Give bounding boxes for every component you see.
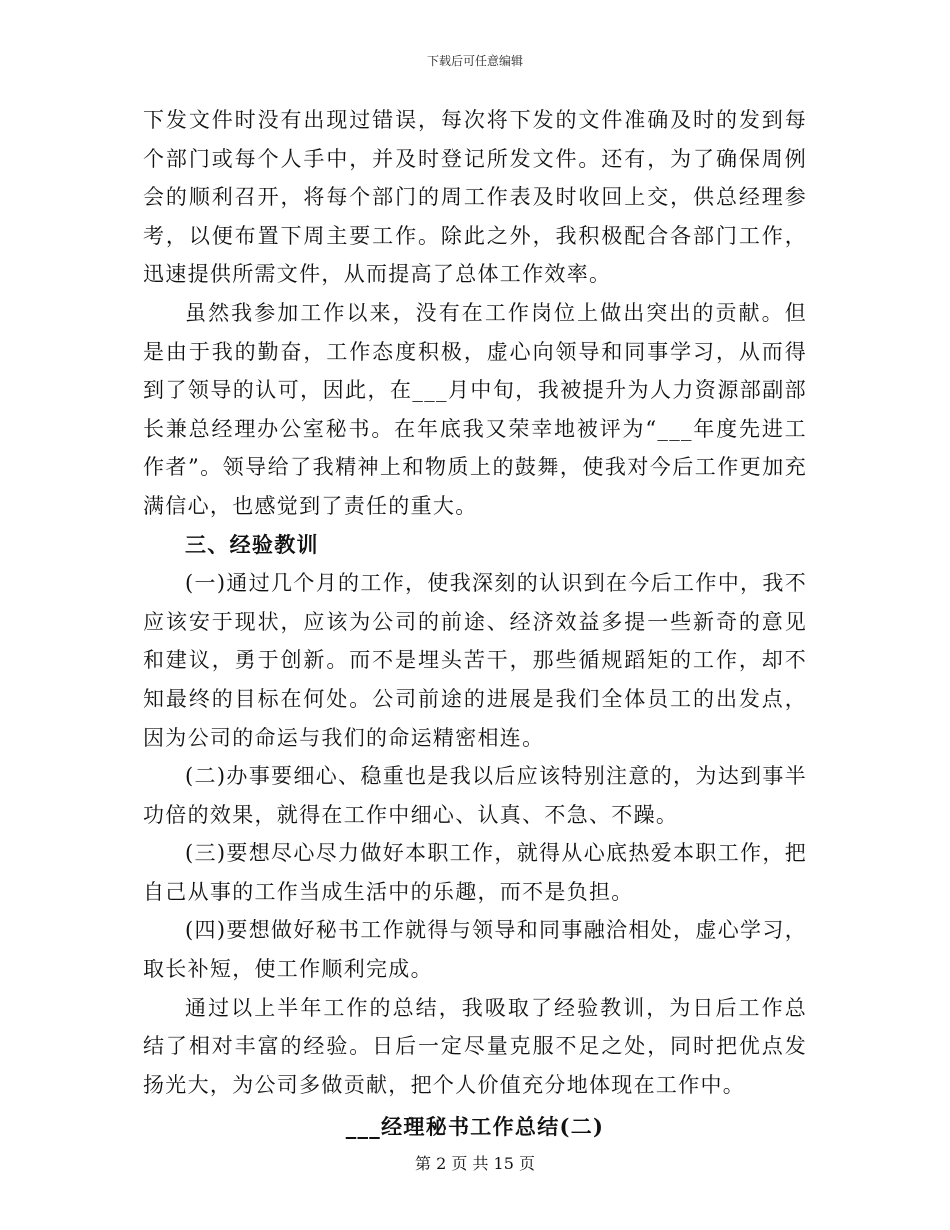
paragraph-lesson-2: (二)办事要细心、稳重也是我以后应该特别注意的，为达到事半功倍的效果，就得在工作中细心、认真、不急、不躁。 (143, 764, 807, 827)
paragraph-conclusion: 通过以上半年工作的总结，我吸取了经验教训，为日后工作总结了相对丰富的经验。日后一定尽量克服不足之处，同时把优点发扬光大，为公司多做贡献，把个人价值充分地体现在工作中。 (143, 995, 807, 1097)
page-number: 第 2 页 共 15 页 (415, 1154, 535, 1173)
document-body (143, 101, 807, 1147)
page-header: 下载后可任意编辑 (426, 54, 523, 68)
paragraph-continued: 下发文件时没有出现过错误，每次将下发的文件准确及时的发到每个部门或每个人手中，并及时登记所发文件。还有，为了确保周例会的顺利召开，将每个部门的周工作表及时收回上交，供总经理参考，以便布置下周主要工作。除此之外，我积极配合各部门工作，迅速提供所需文件，从而提高了总体工作效率。 (143, 108, 807, 287)
paragraph-lesson-4: (四)要想做好秘书工作就得与领导和同事融洽相处，虚心学习，取长补短，使工作顺利完成。 (143, 918, 807, 982)
paragraph-lesson-3: (三)要想尽心尽力做好本职工作，就得从心底热爱本职工作，把自己从事的工作当成生活中的乐趣，而不是负担。 (143, 841, 807, 904)
paragraph-lesson-1: (一)通过几个月的工作，使我深刻的认识到在今后工作中，我不应该安于现状，应该为公司的前途、经济效益多提一些新奇的意见和建议，勇于创新。而不是埋头苦干，那些循规蹈矩的工作，却不知最终的目标在何处。公司前途的进展是我们全体员工的出发点，因为公司的命运与我们的命运精密相连。 (143, 571, 807, 750)
section-heading: 三、经验教训 (185, 531, 319, 557)
paragraph-promotion: 虽然我参加工作以来，没有在工作岗位上做出突出的贡献。但是由于我的勤奋，工作态度积极，虚心向领导和同事学习，从而得到了领导的认可，因此，在___月中旬，我被提升为人力资源部副部长兼总经理办公室秘书。在年底我又荣幸地被评为“___年度先进工作者”。领导给了我精神上和物质上的鼓舞，使我对今后工作更加充满信心，也感觉到了责任的重大。 (143, 300, 807, 518)
next-document-title: ___经理秘书工作总结(二) (345, 1114, 605, 1140)
